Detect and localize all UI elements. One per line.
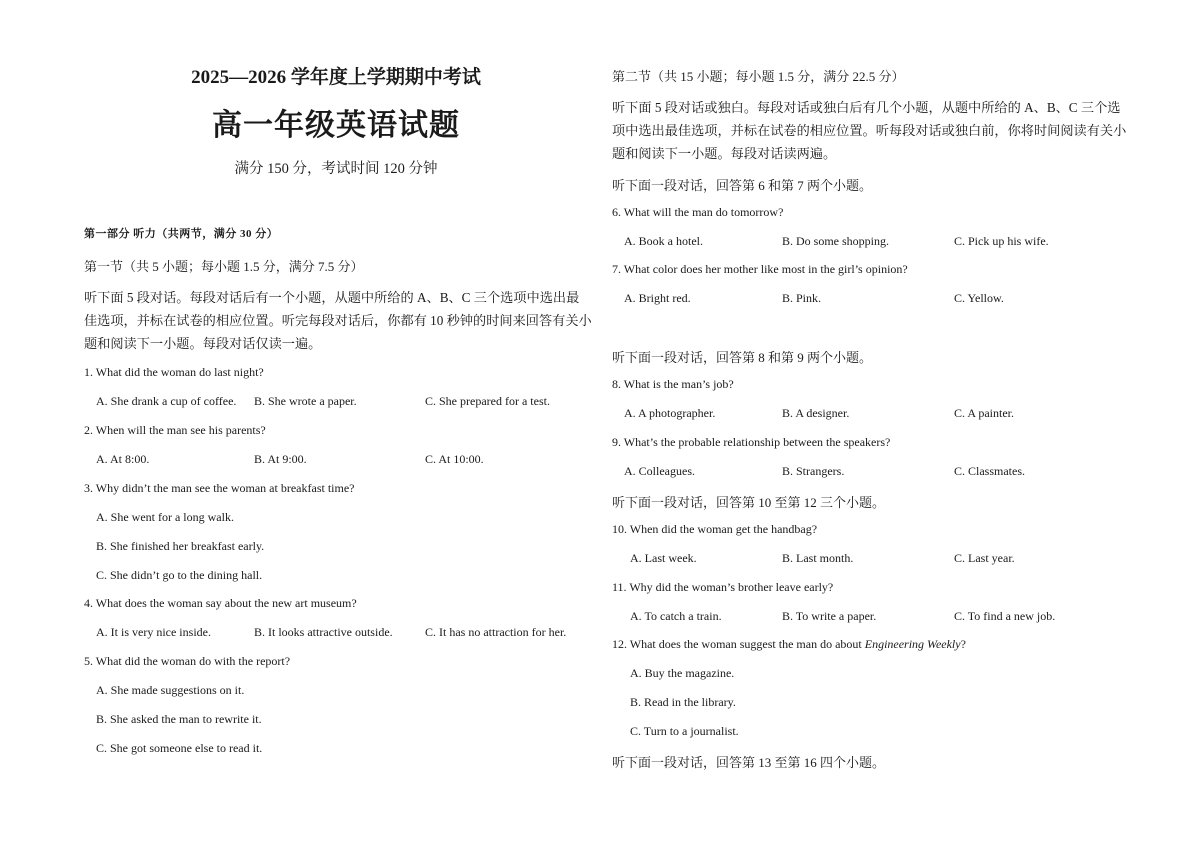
dialog-13-16-instruction: 听下面一段对话，回答第 13 至第 16 四个小题。 [612, 755, 886, 770]
q4-option-a: A. It is very nice inside. [96, 625, 211, 639]
question-6: 6. What will the man do tomorrow? [612, 205, 784, 219]
q3-option-c: C. She didn’t go to the dining hall. [96, 568, 263, 582]
question-5: 5. What did the woman do with the report? [84, 654, 291, 668]
dialog-6-7-instruction: 听下面一段对话，回答第 6 和第 7 两个小题。 [612, 178, 873, 193]
main-title: 高一年级英语试题 [212, 109, 460, 142]
q4-option-c: C. It has no attraction for her. [425, 625, 567, 639]
q7-option-c: C. Yellow. [954, 291, 1004, 305]
q11-option-c: C. To find a new job. [954, 609, 1056, 623]
dialog-8-9-instruction: 听下面一段对话，回答第 8 和第 9 两个小题。 [612, 350, 873, 365]
q1-option-c: C. She prepared for a test. [425, 394, 550, 408]
q2-option-a: A. At 8:00. [96, 452, 150, 466]
q10-option-b: B. Last month. [782, 551, 854, 565]
question-8: 8. What is the man’s job? [612, 377, 734, 391]
question-9: 9. What’s the probable relationship between the speakers? [612, 435, 891, 449]
q5-option-b: B. She asked the man to rewrite it. [96, 712, 262, 726]
q1-option-a: A. She drank a cup of coffee. [96, 394, 237, 408]
question-4: 4. What does the woman say about the new art museum? [84, 596, 357, 610]
section2-heading: 第二节（共 15 小题；每小题 1.5 分，满分 22.5 分） [612, 69, 905, 84]
q9-option-b: B. Strangers. [782, 464, 845, 478]
exam-subtitle: 满分 150 分，考试时间 120 分钟 [234, 161, 438, 177]
q10-option-a: A. Last week. [630, 551, 697, 565]
part1-heading: 第一部分 听力（共两节，满分 30 分） [84, 228, 279, 240]
q8-option-c: C. A painter. [954, 406, 1014, 420]
q8-option-b: B. A designer. [782, 406, 850, 420]
q12-option-a: A. Buy the magazine. [630, 666, 735, 680]
q12-option-b: B. Read in the library. [630, 695, 736, 709]
q3-option-a: A. She went for a long walk. [96, 510, 234, 524]
q11-option-b: B. To write a paper. [782, 609, 877, 623]
q7-option-b: B. Pink. [782, 291, 822, 305]
q12-magazine-title: Engineering Weekly [864, 637, 961, 651]
q2-option-b: B. At 9:00. [254, 452, 307, 466]
q8-option-a: A. A photographer. [624, 406, 716, 420]
q1-option-b: B. She wrote a paper. [254, 394, 357, 408]
q12-option-c: C. Turn to a journalist. [630, 724, 739, 738]
question-7: 7. What color does her mother like most in the girl’s opinion? [612, 262, 908, 276]
q2-option-c: C. At 10:00. [425, 452, 484, 466]
q12-text: 12. What does the woman suggest the man do about [612, 637, 865, 651]
q6-option-a: A. Book a hotel. [624, 234, 703, 248]
section2-instructions: 听下面 5 段对话或独白。每段对话或独白后有几个小题，从题中所给的 A、B、C 三个选项中选出最佳选项，并标在试卷的相应位置。听每段对话或独白前，你将时间阅读有关小题和阅读下一小题。每段对话读两遍。 [612, 100, 1127, 161]
question-1: 1. What did the woman do last night? [84, 365, 264, 379]
section1-heading: 第一节（共 5 小题；每小题 1.5 分，满分 7.5 分） [84, 259, 364, 274]
q9-option-a: A. Colleagues. [624, 464, 695, 478]
question-10: 10. When did the woman get the handbag? [612, 522, 818, 536]
exam-title: 2025—2026 学年度上学期期中考试 [191, 67, 481, 88]
q9-option-c: C. Classmates. [954, 464, 1025, 478]
q7-option-a: A. Bright red. [624, 291, 691, 305]
q5-option-c: C. She got someone else to read it. [96, 741, 263, 755]
question-2: 2. When will the man see his parents? [84, 423, 266, 437]
q3-option-b: B. She finished her breakfast early. [96, 539, 265, 553]
question-3: 3. Why didn’t the man see the woman at breakfast time? [84, 481, 355, 495]
q4-option-b: B. It looks attractive outside. [254, 625, 393, 639]
q12-text-end: ? [960, 637, 966, 651]
q5-option-a: A. She made suggestions on it. [96, 683, 245, 697]
q10-option-c: C. Last year. [954, 551, 1015, 565]
section1-instructions: 听下面 5 段对话。每段对话后有一个小题，从题中所给的 A、B、C 三个选项中选出最佳选项，并标在试卷的相应位置。听完每段对话后，你都有 10 秒钟的时间来回答有关小题和阅读下一小题。每段对话仅读一遍。 [84, 290, 592, 351]
q11-option-a: A. To catch a train. [630, 609, 722, 623]
question-12 [612, 637, 966, 652]
q6-option-b: B. Do some shopping. [782, 234, 890, 248]
q6-option-c: C. Pick up his wife. [954, 234, 1049, 248]
dialog-10-12-instruction: 听下面一段对话，回答第 10 至第 12 三个小题。 [612, 495, 886, 510]
question-11: 11. Why did the woman’s brother leave early? [612, 580, 834, 594]
